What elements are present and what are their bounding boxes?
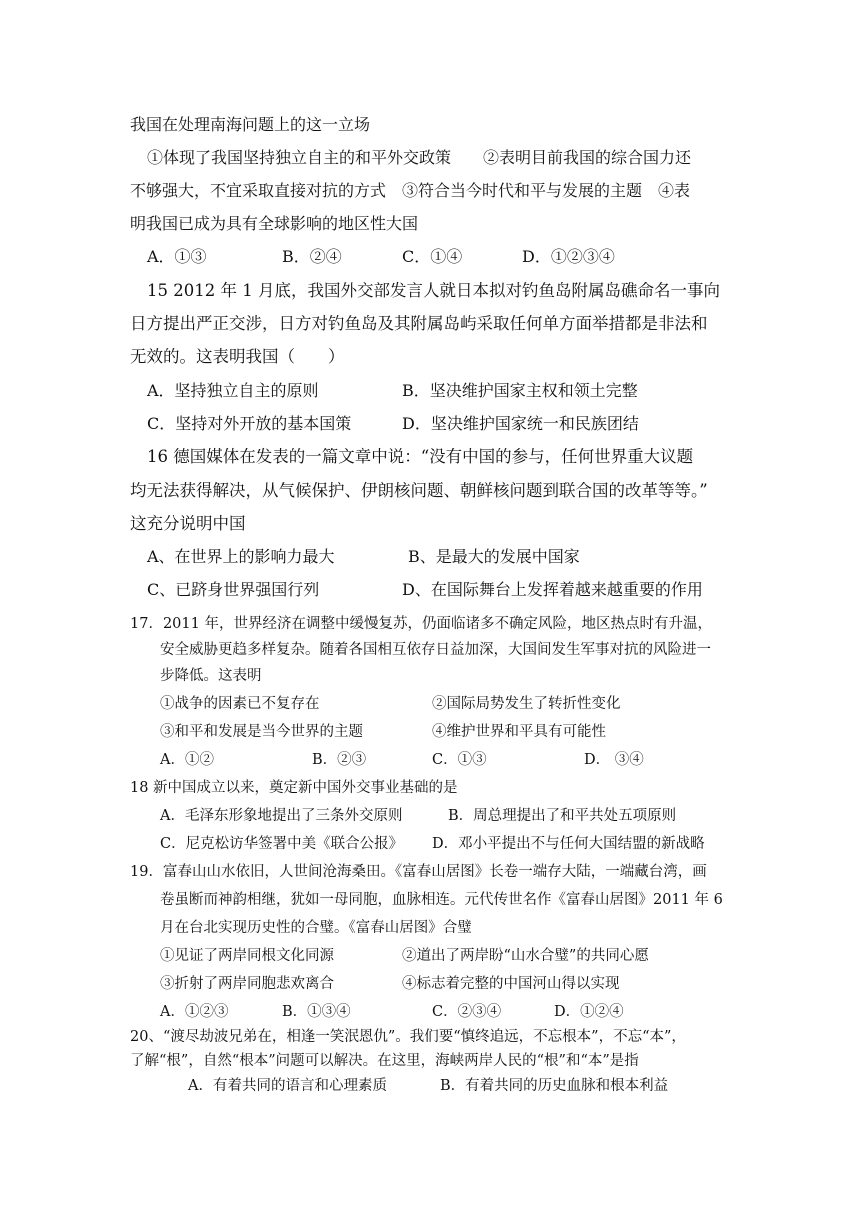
q14-option-a: A．①③	[147, 247, 207, 266]
q19-option-b: B．①③④	[282, 1004, 351, 1020]
q15-option-b: B．坚决维护国家主权和领土完整	[402, 381, 638, 400]
q17-line-3: 步降低。这表明	[160, 668, 262, 684]
q14-line-2: 不够强大，不宜采取直接对抗的方式 ③符合当今时代和平与发展的主题 ④表	[130, 181, 691, 200]
q15-line-1: 15 2012 年 1 月底，我国外交部发言人就日本拟对钓鱼岛附属岛礁命名一事向	[147, 281, 720, 300]
q14-line-1: ①体现了我国坚持独立自主的和平外交政策 ②表明目前我国的综合国力还	[147, 148, 692, 167]
q17-option-a: A．①②	[160, 752, 214, 768]
q15-option-d: D．坚决维护国家统一和民族团结	[402, 414, 639, 433]
q14-option-d: D．①②③④	[522, 247, 615, 266]
q16-option-d: D、在国际舞台上发挥着越来越重要的作用	[402, 580, 703, 599]
q14-option-c: C．①④	[402, 247, 463, 266]
q17-line-2: 安全威胁更趋多样复杂。随着各国相互依存日益加深，大国间发生军事对抗的风险进一	[160, 642, 711, 658]
q18-option-b: B．周总理提出了和平共处五项原则	[448, 808, 677, 824]
q16-option-a: A、在世界上的影响力最大	[147, 547, 335, 566]
q20-line-2: 了解“根”，自然“根本”问题可以解决。在这里，海峡两岸人民的“根”和“本”是指	[130, 1053, 639, 1069]
q14-line-3: 明我国已成为具有全球影响的地区性大国	[130, 214, 419, 233]
q14-stem-tail: 我国在处理南海问题上的这一立场	[130, 115, 371, 134]
q18-option-a: A．毛泽东形象地提出了三条外交原则	[160, 808, 403, 824]
q16-option-b: B、是最大的发展中国家	[408, 547, 580, 566]
q19-line-2: 卷虽断而神韵相继，犹如一母同胞，血脉相连。元代传世名作《富春山居图》2011 年 6	[160, 892, 723, 908]
q15-line-3: 无效的。这表明我国（ ）	[130, 347, 345, 366]
q19-line-3: 月在台北实现历史性的合璧。《富春山居图》合璧	[160, 920, 472, 936]
q20-line-1: 20、“渡尽劫波兄弟在，相逢一笑泯恩仇”。我们要“慎终追远，不忘根本”，不忘“本”，	[130, 1029, 686, 1045]
q18-line-1: 18 新中国成立以来，奠定新中国外交事业基础的是	[130, 780, 458, 796]
q18-option-d: D．邓小平提出不与任何大国结盟的新战略	[432, 836, 705, 852]
q17-option-d: D． ③④	[584, 752, 644, 768]
q19-item-3: ③折射了两岸同胞悲欢离合	[160, 976, 334, 992]
q19-item-1: ①见证了两岸同根文化同源	[160, 948, 334, 964]
q16-line-3: 这充分说明中国	[130, 514, 246, 533]
q20-option-a: A．有着共同的语言和心理素质	[188, 1078, 387, 1094]
q17-item-1: ①战争的因素已不复存在	[160, 696, 320, 712]
q18-option-c: C．尼克松访华签署中美《联合公报》	[160, 836, 404, 852]
q17-option-b: B．②③	[312, 752, 367, 768]
q14-option-b: B．②④	[282, 247, 342, 266]
q17-item-3: ③和平和发展是当今世界的主题	[160, 724, 363, 740]
q19-option-a: A．①②③	[160, 1004, 229, 1020]
q15-line-2: 日方提出严正交涉，日方对钓鱼岛及其附属岛屿采取任何单方面举措都是非法和	[130, 314, 708, 333]
q19-option-c: C．②③④	[432, 1004, 502, 1020]
q17-line-1: 17．2011 年，世界经济在调整中缓慢复苏，仍面临诸多不确定风险，地区热点时有升温，	[130, 616, 712, 632]
q19-item-4: ④标志着完整的中国河山得以实现	[402, 976, 620, 992]
q15-option-c: C．坚持对外开放的基本国策	[147, 414, 352, 433]
q15-option-a: A．坚持独立自主的原则	[147, 381, 319, 400]
q17-item-2: ②国际局势发生了转折性变化	[432, 696, 621, 712]
q19-option-d: D．①②④	[554, 1004, 624, 1020]
q20-option-b: B．有着共同的历史血脉和根本利益	[440, 1078, 669, 1094]
q17-item-4: ④维护世界和平具有可能性	[432, 724, 606, 740]
q19-item-2: ②道出了两岸盼“山水合璧”的共同心愿	[402, 948, 649, 964]
q16-line-2: 均无法获得解决，从气候保护、伊朗核问题、朝鲜核问题到联合国的改革等等。”	[130, 481, 708, 500]
q16-option-c: C、已跻身世界强国行列	[147, 580, 320, 599]
q16-line-1: 16 德国媒体在发表的一篇文章中说：“没有中国的参与，任何世界重大议题	[147, 447, 694, 466]
q17-option-c: C．①③	[432, 752, 487, 768]
q19-line-1: 19．富春山山水依旧，人世间沧海桑田。《富春山居图》长卷一端存大陆，一端藏台湾，画	[130, 864, 707, 880]
